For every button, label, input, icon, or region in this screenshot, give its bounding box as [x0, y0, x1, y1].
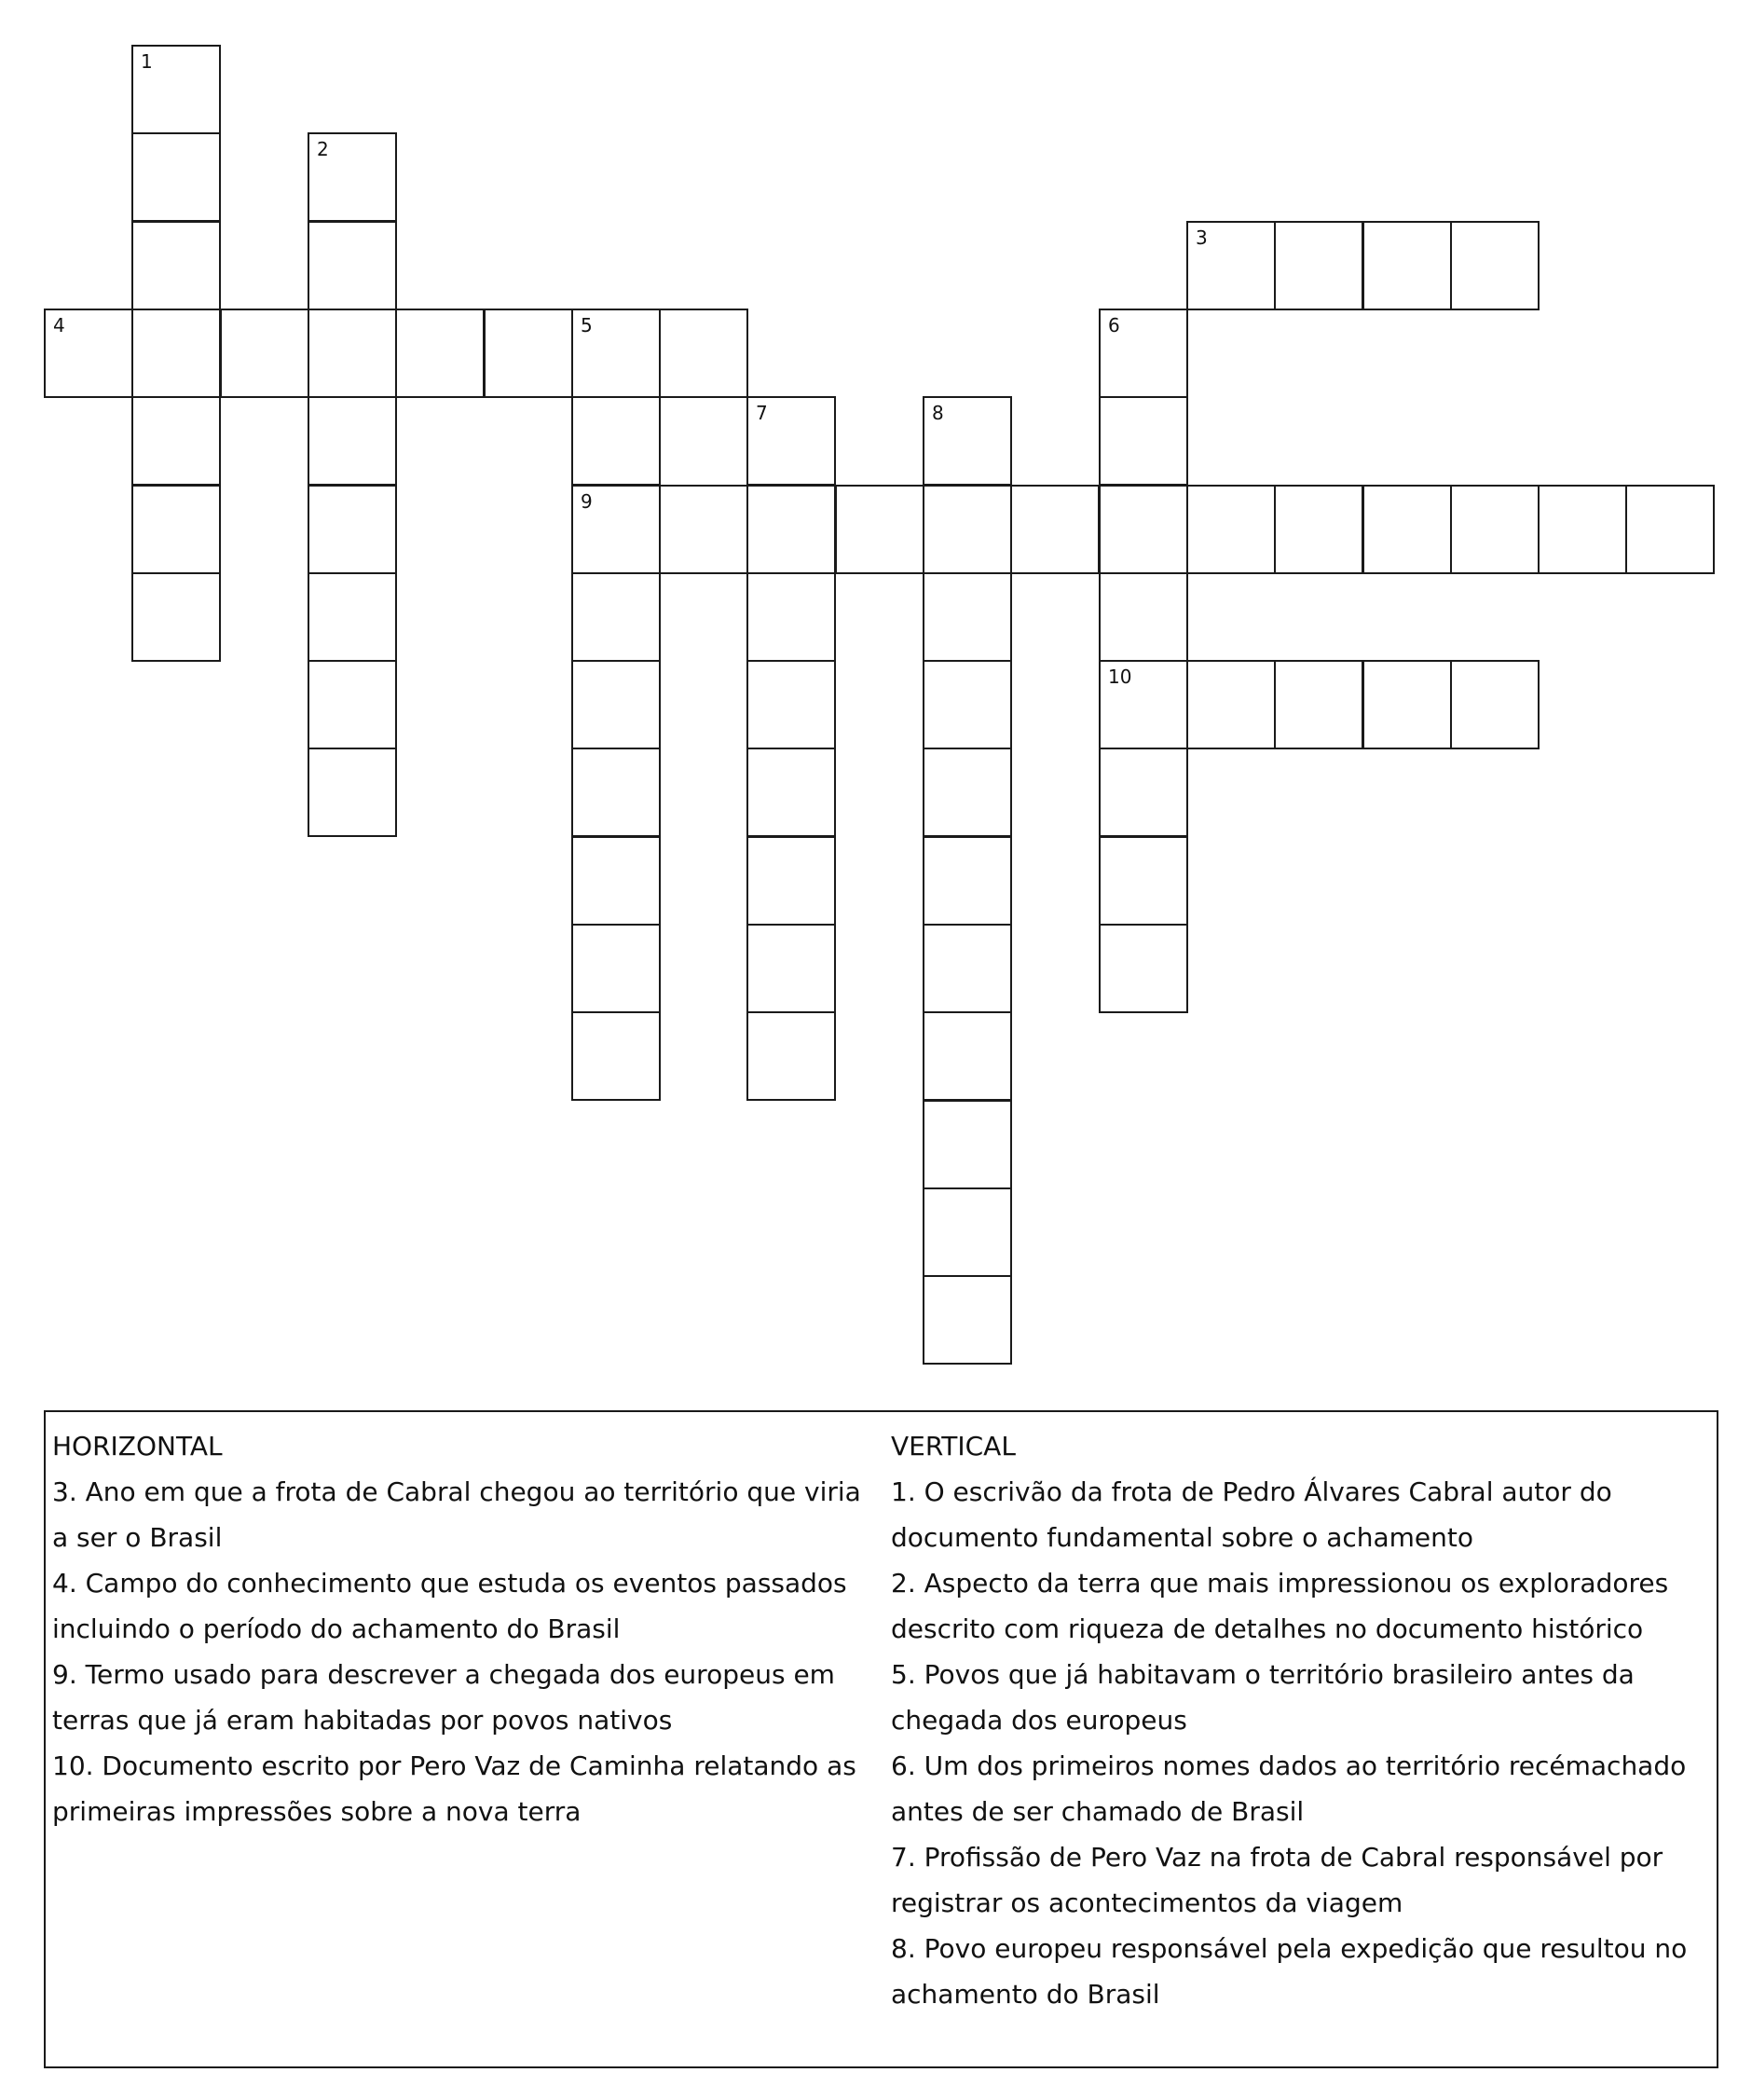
clue-vertical-6: 6. Um dos primeiros nomes dados ao território recémachado antes de ser chamado de Brasil [891, 1750, 1687, 1827]
clue-horizontal-10: 10. Documento escrito por Pero Vaz de Caminha relatando as primeiras impressões sobre a nova terra [52, 1750, 856, 1827]
crossword-cell[interactable] [131, 396, 221, 486]
clue-number: 10 [1108, 666, 1132, 688]
clue-number: 4 [53, 314, 65, 336]
crossword-cell[interactable] [131, 132, 221, 222]
crossword-cell[interactable] [923, 1187, 1012, 1277]
clue-horizontal-3: 3. Ano em que a frota de Cabral chegou ao território que viria a ser o Brasil [52, 1476, 861, 1553]
crossword-cell[interactable] [659, 309, 748, 398]
clue-vertical-2: 2. Aspecto da terra que mais impressionou os exploradores descrito com riqueza de detalhes no documento histórico [891, 1568, 1669, 1644]
crossword-cell[interactable] [746, 836, 836, 926]
crossword-cell[interactable] [1099, 660, 1188, 749]
crossword-cell[interactable] [746, 396, 836, 486]
crossword-cell[interactable] [659, 485, 748, 574]
crossword-cell[interactable] [571, 309, 661, 398]
crossword-cell[interactable] [923, 1275, 1012, 1365]
crossword-cell[interactable] [746, 660, 836, 749]
crossword-cell[interactable] [1625, 485, 1715, 574]
crossword-cell[interactable] [1362, 660, 1452, 749]
crossword-cell[interactable] [1362, 221, 1452, 310]
clue-number: 8 [932, 402, 944, 424]
crossword-cell[interactable] [308, 485, 397, 574]
crossword-cell[interactable] [746, 1011, 836, 1101]
vertical-heading: VERTICAL [891, 1431, 1016, 1462]
crossword-cell[interactable] [923, 1100, 1012, 1189]
clue-vertical-5: 5. Povos que já habitavam o território brasileiro antes da chegada dos europeus [891, 1659, 1635, 1736]
crossword-cell[interactable] [1099, 485, 1188, 574]
crossword-cell[interactable] [484, 309, 573, 398]
crossword-cell[interactable] [923, 1011, 1012, 1101]
vertical-clues [891, 1423, 1711, 2017]
crossword-cell[interactable] [923, 396, 1012, 486]
crossword-cell[interactable] [1538, 485, 1627, 574]
crossword-cell[interactable] [1099, 748, 1188, 837]
crossword-cell[interactable] [835, 485, 924, 574]
clues-box [44, 1410, 1718, 2068]
crossword-cell[interactable] [571, 748, 661, 837]
crossword-cell[interactable] [923, 836, 1012, 926]
clue-vertical-7: 7. Profissão de Pero Vaz na frota de Cabral responsável por registrar os acontecimentos da viagem [891, 1842, 1663, 1918]
crossword-cell[interactable] [1099, 836, 1188, 926]
crossword-cell[interactable] [1450, 485, 1540, 574]
crossword-cell[interactable] [1186, 660, 1276, 749]
crossword-cell[interactable] [571, 836, 661, 926]
crossword-cell[interactable] [1274, 660, 1363, 749]
crossword-cell[interactable] [923, 660, 1012, 749]
crossword-cell[interactable] [1274, 485, 1363, 574]
clue-number: 5 [581, 314, 593, 336]
clue-vertical-1: 1. O escrivão da frota de Pedro Álvares Cabral autor do documento fundamental sobre o achamento [891, 1476, 1612, 1553]
crossword-cell[interactable] [571, 660, 661, 749]
crossword-cell[interactable] [1099, 924, 1188, 1013]
crossword-cell[interactable] [571, 396, 661, 486]
clue-horizontal-9: 9. Termo usado para descrever a chegada dos europeus em terras que já eram habitadas por povos nativos [52, 1659, 835, 1736]
clue-number: 1 [141, 50, 153, 73]
crossword-cell[interactable] [1186, 221, 1276, 310]
crossword-cell[interactable] [131, 221, 221, 310]
clue-vertical-8: 8. Povo europeu responsável pela expedição que resultou no achamento do Brasil [891, 1933, 1688, 2010]
clue-number: 6 [1108, 314, 1120, 336]
crossword-cell[interactable] [1010, 485, 1100, 574]
crossword-cell[interactable] [220, 309, 309, 398]
crossword-cell[interactable] [1274, 221, 1363, 310]
crossword-cell[interactable] [1450, 221, 1540, 310]
crossword-cell[interactable] [308, 660, 397, 749]
crossword-cell[interactable] [571, 924, 661, 1013]
crossword-cell[interactable] [1099, 396, 1188, 486]
crossword-cell[interactable] [746, 572, 836, 662]
crossword-cell[interactable] [131, 485, 221, 574]
crossword-cell[interactable] [308, 221, 397, 310]
crossword-cell[interactable] [571, 572, 661, 662]
crossword-cell[interactable] [308, 132, 397, 222]
crossword-cell[interactable] [923, 572, 1012, 662]
crossword-cell[interactable] [923, 924, 1012, 1013]
horizontal-clues [52, 1423, 872, 1834]
crossword-cell[interactable] [44, 309, 133, 398]
clue-number: 9 [581, 490, 593, 513]
crossword-cell[interactable] [131, 45, 221, 134]
crossword-cell[interactable] [308, 572, 397, 662]
crossword-cell[interactable] [746, 485, 836, 574]
crossword-cell[interactable] [1362, 485, 1452, 574]
crossword-cell[interactable] [308, 748, 397, 837]
crossword-cell[interactable] [746, 748, 836, 837]
clue-number: 7 [756, 402, 768, 424]
crossword-cell[interactable] [308, 396, 397, 486]
crossword-cell[interactable] [923, 485, 1012, 574]
crossword-cell[interactable] [1099, 572, 1188, 662]
clue-number: 3 [1196, 226, 1208, 249]
crossword-cell[interactable] [308, 309, 397, 398]
crossword-cell[interactable] [395, 309, 485, 398]
horizontal-heading: HORIZONTAL [52, 1431, 223, 1462]
clue-number: 2 [317, 138, 329, 160]
crossword-cell[interactable] [571, 485, 661, 574]
crossword-cell[interactable] [571, 1011, 661, 1101]
crossword-cell[interactable] [746, 924, 836, 1013]
crossword-cell[interactable] [1186, 485, 1276, 574]
clue-horizontal-4: 4. Campo do conhecimento que estuda os eventos passados incluindo o período do achamento do Brasil [52, 1568, 847, 1644]
crossword-cell[interactable] [131, 309, 221, 398]
crossword-cell[interactable] [1099, 309, 1188, 398]
crossword-cell[interactable] [131, 572, 221, 662]
crossword-cell[interactable] [923, 748, 1012, 837]
crossword-cell[interactable] [1450, 660, 1540, 749]
